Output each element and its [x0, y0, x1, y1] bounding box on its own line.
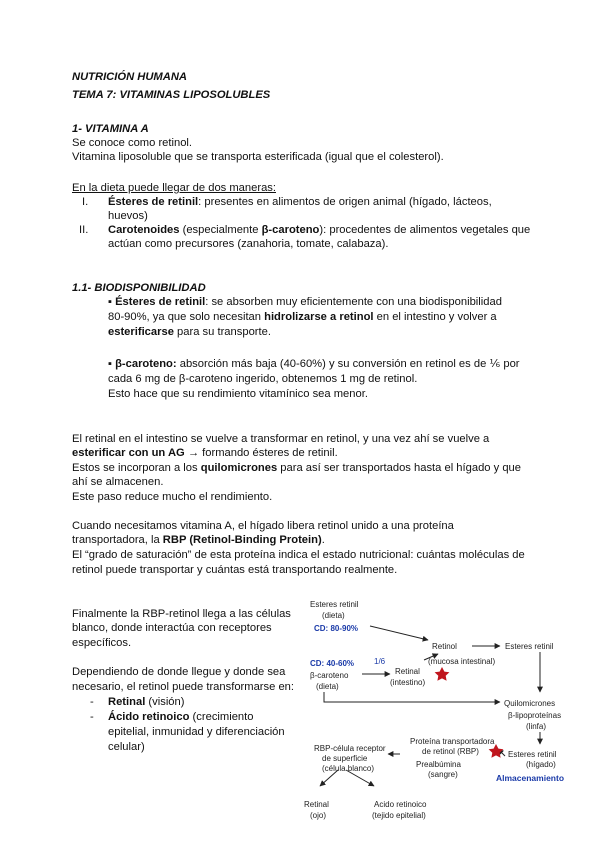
star-icon [435, 667, 450, 681]
label-almacenamiento: Almacenamiento [496, 773, 565, 783]
label-cd-80: CD: 80-90% [314, 624, 359, 633]
section-1-title: 1- VITAMINA A [72, 123, 149, 135]
paragraph: El retinal en el intestino se vuelve a transformar en retinol, y una vez ahí se vuelve a [72, 433, 490, 445]
label-ratio: 1/6 [374, 657, 386, 666]
label-blipo-sub: (linfa) [526, 722, 547, 731]
arrow [324, 692, 500, 702]
paragraph: Se conoce como retinol. [72, 137, 193, 149]
paragraph: Dependiendo de donde llegue y donde sea [72, 666, 286, 678]
label-retinal-ojo-sub: (ojo) [310, 811, 327, 820]
bullet-item-cont: esterificarse para su transporte. [108, 326, 271, 338]
dash: - [90, 696, 94, 708]
list-item: Retinal (visión) [108, 696, 185, 708]
list-item: Ácido retinoico (crecimiento [108, 711, 254, 723]
paragraph: Cuando necesitamos vitamina A, el hígado libera retinol unido a una proteína [72, 520, 454, 532]
label-acido-retinoico-sub: (tejido epitelial) [372, 811, 426, 820]
label-retinal: Retinal [395, 667, 420, 676]
paragraph: retinol puede transportar y cuántas está transportando realmente. [72, 564, 398, 576]
list-number: I. [82, 196, 89, 208]
label-retinal-ojo: Retinal [304, 800, 329, 809]
label-quilomicrones: Quilomicrones [504, 699, 556, 708]
label-esteres-higado: Esteres retinil [508, 750, 557, 759]
paragraph: Estos se incorporan a los quilomicrones para así ser transportados hasta el hígado y que [72, 462, 521, 474]
label-rbp-prot-sub: de retinol (RBP) [422, 747, 479, 756]
paragraph: El “grado de saturación” de esta proteína indica el estado nutricional: cuántas moléculas de [72, 549, 525, 561]
label-bcaroteno: β-caroteno [310, 671, 349, 680]
bullet-item: ▪ β-caroteno: absorción más baja (40-60%) y su conversión en retinol es de ⅙ por [108, 358, 520, 370]
bullet-item-cont: Esto hace que su rendimiento vitamínico sea menor. [108, 388, 368, 400]
label-rbp-prot: Proteína transportadora [410, 737, 495, 746]
paragraph: necesario, el retinol puede transformarse en: [72, 681, 295, 693]
list-item-cont: celular) [108, 741, 145, 753]
arrow [370, 626, 428, 640]
label-cd-40: CD: 40-60% [310, 659, 355, 668]
label-retinal-sub: (intestino) [390, 678, 426, 687]
bullet-item: ▪ Ésteres de retinil: se absorben muy eficientemente con una biodisponibilidad [108, 296, 502, 308]
label-bcaroteno-sub: (dieta) [316, 682, 339, 691]
list-item-cont: epitelial, inmunidad y diferenciación [108, 726, 285, 738]
section-11-title: 1.1- BIODISPONIBILIDAD [72, 282, 206, 294]
label-rbp-celula: RBP-célula receptor [314, 744, 386, 753]
bullet-item-cont: 80-90%, ya que solo necesitan hidrolizarse a retinol en el intestino y volver a [108, 311, 497, 323]
list-item: Ésteres de retinil: presentes en alimentos de origen animal (hígado, lácteos, [108, 196, 492, 208]
list-item: Carotenoides (especialmente β-caroteno): procedentes de alimentos vegetales que [108, 224, 531, 236]
label-blipo: β-lipoproteínas [508, 711, 562, 720]
paragraph: blanco, donde interactúa con receptores [72, 622, 272, 634]
list-item-cont: actúan como precursores (zanahoria, tomate, calabaza). [108, 238, 389, 250]
vitamin-a-metabolism-diagram [300, 594, 600, 834]
paragraph: Finalmente la RBP-retinol llega a las células [72, 608, 291, 620]
list-item-cont: huevos) [108, 210, 148, 222]
label-esteres-dieta-sub: (dieta) [322, 611, 345, 620]
label-prealbumina-sub: (sangre) [428, 770, 458, 779]
title-line-2: TEMA 7: VITAMINAS LIPOSOLUBLES [72, 89, 271, 101]
label-acido-retinoico: Acido retinoico [374, 800, 427, 809]
star-icon [489, 744, 504, 758]
label-rbp-celula-sub2: (célula blanco) [322, 764, 375, 773]
paragraph: esterificar con un AG → formando ésteres de retinil. [72, 447, 338, 459]
diet-intro: En la dieta puede llegar de dos maneras: [72, 182, 276, 194]
list-number: II. [79, 224, 89, 236]
paragraph: ahí se almacenen. [72, 476, 164, 488]
label-esteres-dieta: Esteres retinil [310, 600, 359, 609]
dash: - [90, 711, 94, 723]
label-rbp-celula-sub1: de superficie [322, 754, 368, 763]
bullet-item-cont: cada 6 mg de β-caroteno ingerido, obtenemos 1 mg de retinol. [108, 373, 418, 385]
title-line-1: NUTRICIÓN HUMANA [72, 71, 187, 83]
paragraph: Vitamina liposoluble que se transporta esterificada (igual que el colesterol). [72, 151, 444, 163]
label-esteres-higado-sub: (hígado) [526, 760, 556, 769]
label-retinol: Retinol [432, 642, 457, 651]
label-retinol-sub: (mucosa intestinal) [428, 657, 496, 666]
paragraph: transportadora, la RBP (Retinol-Binding Protein). [72, 534, 325, 546]
paragraph: Este paso reduce mucho el rendimiento. [72, 491, 273, 503]
label-esteres-right: Esteres retinil [505, 642, 554, 651]
paragraph: específicos. [72, 637, 132, 649]
label-prealbumina: Prealbúmina [416, 760, 461, 769]
